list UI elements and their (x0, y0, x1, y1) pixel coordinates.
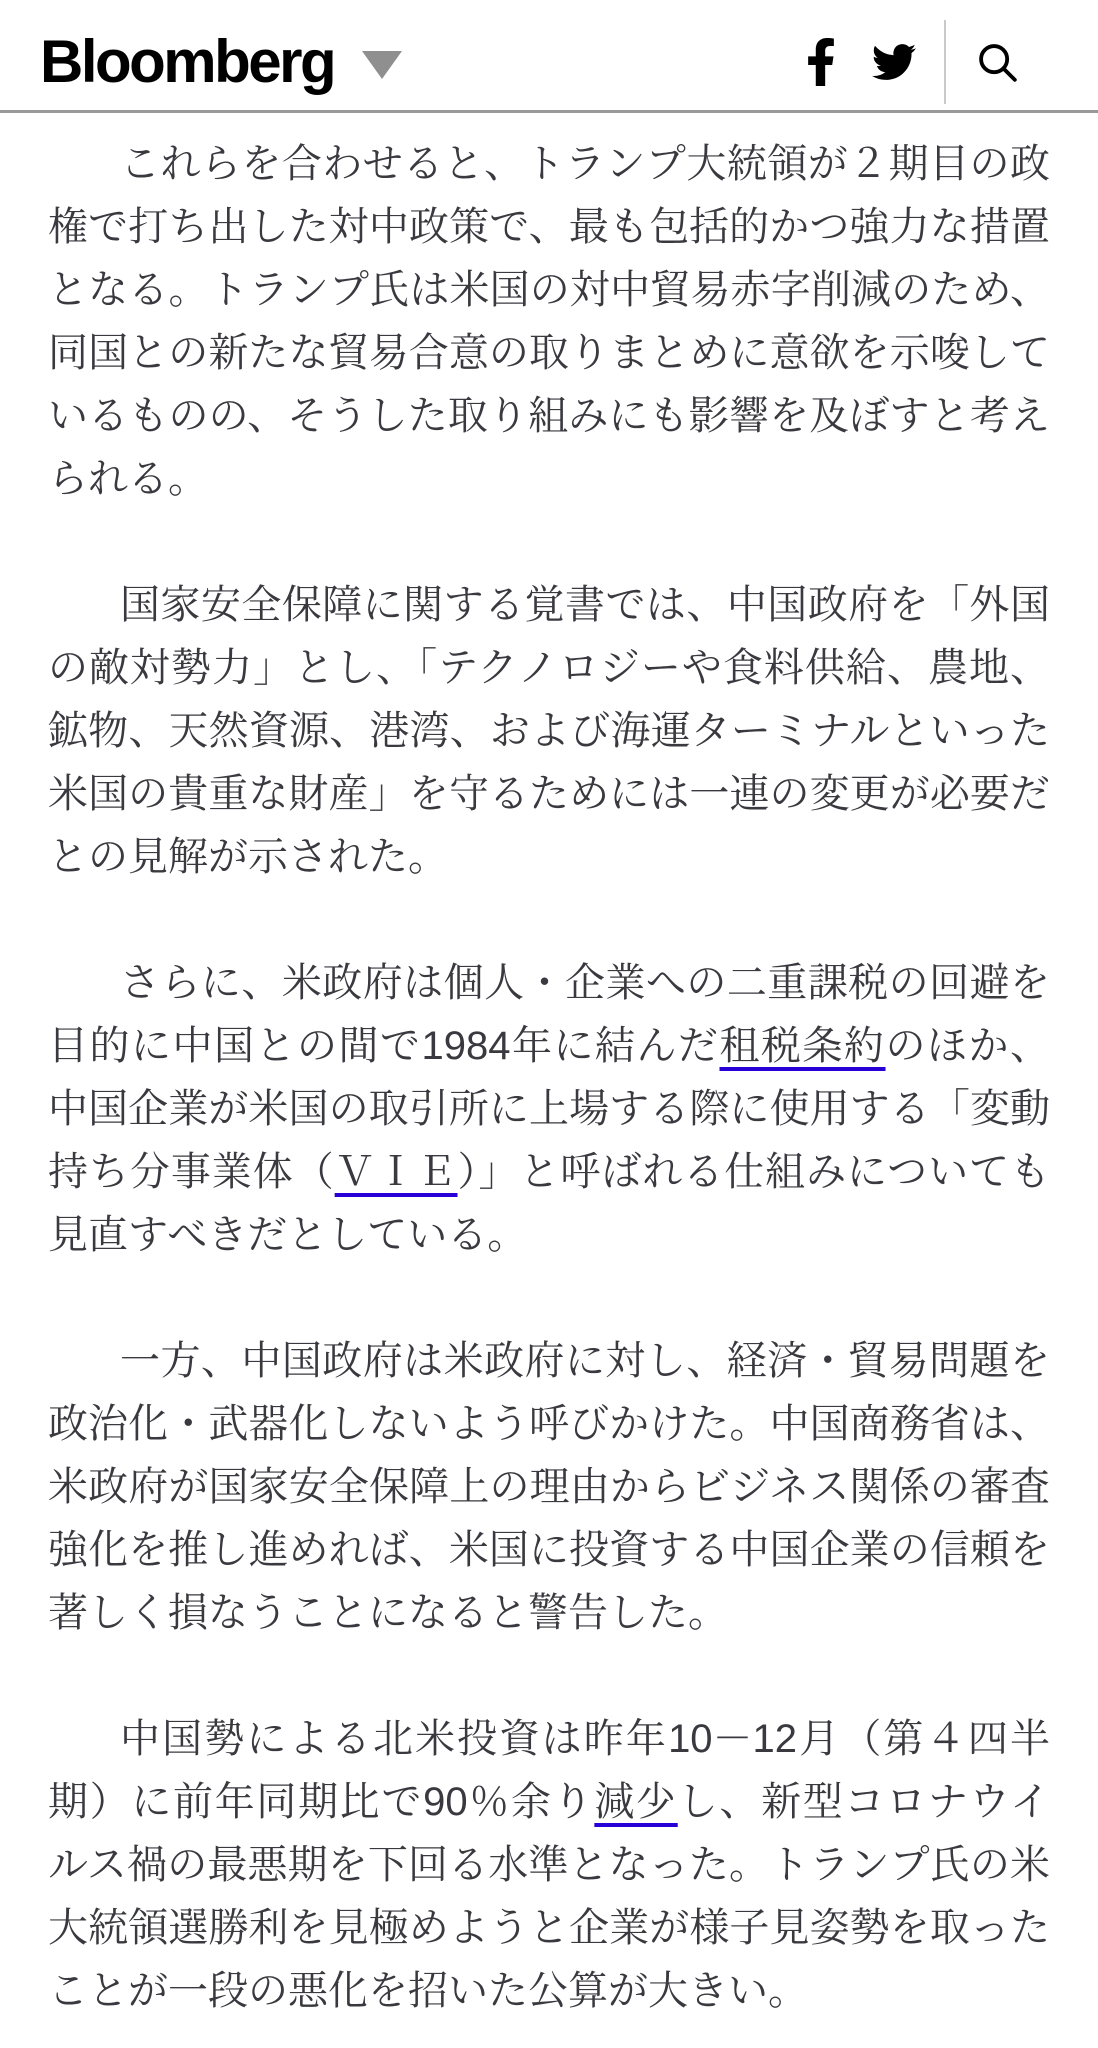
twitter-icon[interactable] (868, 40, 920, 84)
paragraph-text: ）」と呼ばれる仕組みについても見直すべきだとしている。 (48, 1150, 1051, 1257)
header (0, 0, 1098, 113)
inline-link[interactable]: 租税条約 (719, 1024, 886, 1068)
paragraph-text: 中国勢による北米投資は昨年10－12月（第４四半期）に前年同期比で90％余り (48, 1717, 1050, 1824)
article-paragraph (48, 1330, 1050, 1645)
article-paragraph (48, 1708, 1050, 2023)
header-divider (944, 20, 946, 104)
chevron-down-icon[interactable] (362, 51, 402, 79)
paragraph-text: 国家安全保障に関する覚書では、中国政府を「外国の敵対勢力」とし、「テクノロジーや食料供給、農地、鉱物、天然資源、港湾、および海運ターミナルといった米国の貴重な財産」を守るためには一連の変更が必要だとの見解が示された。 (48, 583, 1050, 879)
bloomberg-logo[interactable]: Bloomberg (40, 28, 335, 95)
paragraph-text: し、新型コロナウイルス禍の最悪期を下回る水準となった。トランプ氏の米大統領選勝利を見極めようと企業が様子見姿勢を取ったことが一段の悪化を招いた公算が大きい。 (48, 1780, 1050, 2013)
article (0, 113, 1098, 2023)
article-paragraph (48, 574, 1050, 889)
inline-link[interactable]: ＶＩＥ (334, 1150, 458, 1194)
paragraph-text: これらを合わせると、トランプ大統領が２期目の政権で打ち出した対中政策で、最も包括的かつ強力な措置となる。トランプ氏は米国の対中貿易赤字削減のため、同国との新たな貿易合意の取りまとめに意欲を示唆しているものの、そうした取り組みにも影響を及ぼすと考えられる。 (48, 142, 1050, 501)
facebook-icon[interactable] (806, 34, 836, 90)
paragraph-text: さらに、米政府は個人・企業への二重課税の回避を目的に中国との間で1984年に結んだ (48, 961, 1050, 1068)
article-paragraph (48, 133, 1050, 511)
paragraph-text: のほか、中国企業が米国の取引所に上場する際に使用する「変動持ち分事業体（ (48, 1024, 1051, 1194)
article-paragraph (48, 952, 1050, 1267)
search-icon[interactable] (974, 39, 1020, 85)
logo-group (40, 28, 402, 95)
header-actions (806, 20, 1020, 104)
inline-link[interactable]: 減少 (594, 1780, 678, 1824)
paragraph-text: 一方、中国政府は米政府に対し、経済・貿易問題を政治化・武器化しないよう呼びかけた。中国商務省は、米政府が国家安全保障上の理由からビジネス関係の審査強化を推し進めれば、米国に投資する中国企業の信頼を著しく損なうことになると警告した。 (48, 1339, 1050, 1635)
